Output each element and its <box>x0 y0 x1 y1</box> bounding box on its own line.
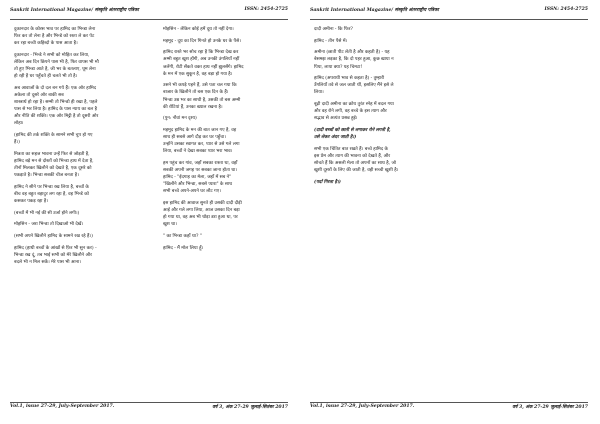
paragraph: हामिद ने सीने पर भिन्डा रख लिया है, बच्चों के बीच वह बहुत बहादुर लग रहा है, वह भिन्डे को कसकर पकड़ रहा है। <box>14 184 89 204</box>
paragraph: " का भिन्डा कहाँ था? " <box>163 234 202 239</box>
paragraph: (सभी अपने खिलौने हामिद के सामने रख रहे हैं।) <box>14 234 93 239</box>
paragraph: सभी एक चिंतित बात रखते हैं। बच्चे हामिद के इस प्रेम और त्याग की भावना को देखते हैं, और सोचते हैं कि असली मेला तो अपनों का साथ है, जो खुशी दूसरों के लिए की जाती है, वही सच्ची खुशी है। <box>314 146 399 174</box>
right-page <box>300 0 600 424</box>
volume-info-hindi: वर्ष 3, अंक 27-29 जुलाई-सितंबर 2017 <box>212 405 288 410</box>
paragraph: अब आवाजों के दो दल बन गये हैं। एक ओर हामिद अकेला तो दूसरे ओर बाकी सब शास्त्रार्थ हो रहा है। सम्मी तो भिन्डो ही रखा है, पहले पास से भर लिया है। हामिद के पास न्याय का बल है और नीति की शक्ति। एक ओर मिट्टी है तो दूसरी ओर लोहा। <box>14 85 99 127</box>
page-header <box>10 7 288 20</box>
paragraph: हामिद (हाथी बच्चों के आंखों से फ़िर भी सुन कर) - भिन्डा रख दूं, तब भाई सभी को मेरे खिलौने और बदले भी न मिल सकें। मेरे पास भी आना। <box>14 245 97 265</box>
paragraph: (हामिद की तर्क शक्ति के सामने सभी चुप हो गए हैं।) <box>14 133 93 146</box>
text-column-right-empty <box>463 26 581 396</box>
paragraph: हामिद रास्ते भर सोच रहा है कि भिन्डा देख कर अम्मी बहुत खुश होंगी, अब उनकी उंगलियाँ नहीं जलेंगी, रोटी सेंकते वक्त हाथ नहीं झुलसेंगे। हामिद के मन में एक सुकून है, वह बड़ा हो गया है। <box>163 50 244 77</box>
paragraph: दुकानदार - भिन्डे ने सभी को मोहित कर लिया, लेकिन अब दिन छिपने पास भी है, फिर वापस भी मौ तो हुए भिन्डा आते है, जी भर के बतलाए, घूम लेना हो रही है घर पहुँचते ही चलते भी तो है। <box>14 52 99 80</box>
paragraph: उसने भी कपड़े पहने हैं, उसे पता चल गया कि बाजार के खिलौने तो बस एक दिन के हैं। भिन्डा उम्र भर का साथी है, उसकी तो बस अम्मी की रोटियां हैं, उनका ख्याल रखना है। <box>163 83 241 110</box>
page-header <box>310 7 588 20</box>
paragraph: मोहसिन - जरा भिन्डा तो दिखाओ भी देखें। <box>14 222 84 228</box>
page-footer <box>310 402 588 414</box>
stage-direction: (दादी बच्चों को छाती से लगाकर रोने लगती है, उसे लेकर अंदर जाती है।) <box>314 128 391 141</box>
paragraph: अमीना (छाती पीट लेती है और कहती है) - यह बेसमझ लड़का है, कि दो पहर हुआ, कुछ खाया न पिया, लाया क्या? यह चिमटा! <box>314 50 394 70</box>
text-column-left <box>14 26 132 396</box>
text-column-right <box>163 26 281 396</box>
paragraph: (पुन: नौवां मन दृश्य) <box>163 116 197 122</box>
text-column-left <box>314 26 432 396</box>
volume-info: Vol.1, issue 27-29, July-September 2017. <box>310 404 415 409</box>
paragraph: इस हामिद की आवाज सुनते ही उसकी दादी दौड़ी आई और गले लगा लिया, आज उसका दिन बड़ा हो गया था, वह अब भी थोड़ा डरा हुआ था, पर खुश था। <box>163 201 242 228</box>
paragraph: दुकानदार के कोरस भाव पर हामिद का भिन्डा लेना फिर कर तो लेना है और भिन्डे को रस्ता ले कर पेट कर रहा बच्ची कहिब्दो के पास आता है। <box>14 27 96 47</box>
page-footer <box>10 402 288 414</box>
paragraph: हामिद (अपराधी भाव से कहता है) - तुम्हारी उँगलियाँ तवे से जल जाती थीं, इसलिए मैंने इसे ले लिया। <box>314 76 394 96</box>
magazine-title: Sankrit International Magazine/ संस्कृति अंतरराष्ट्रीय पत्रिका <box>10 8 139 13</box>
paragraph: हम पहुंच कर गांव, जहाँ सबका रास्ता था, वहाँ सबकी अपनी जगह पर सबका जाना होता था। हामिद - "ईदगाह का मेला, जहाँ में सब ने" "खिलौने और भिन्डा, सबसे प्यारा" के साथ सभी बच्चे अपने-अपने घर लौट गए। <box>163 160 238 195</box>
paragraph: मित्रता का सहज भावना उन्हें फिर से जोड़ती है, हामिद बड़े मन से दोस्तों को भिन्डा हाथ में देता है, तीनों मिलकर खिलौने को देखते है, एक दूसरे को पकड़ाते है। भिन्डा सबकी चीज बनता है। <box>14 151 94 179</box>
curtain-falls: (पर्दा गिरता है।) <box>314 179 341 185</box>
paragraph: महमूद हामिद के मन की बात जान गए है, वह साथ ही सबसे आगे दौड़ कर घर पहुँचा। उन्होंने उसका स्वागत कर, प्यार से उसे गले लगा लिया, बच्चों ने देखा सबका प्यार भरा भाव। <box>163 128 240 155</box>
paragraph: हामिद - तीन पैसे में। <box>314 38 348 44</box>
volume-info-hindi: वर्ष 3, अंक 27-29 जुलाई-सितंबर 2017 <box>512 405 588 410</box>
magazine-title: Sankrit International Magazine/ संस्कृति अंतरराष्ट्रीय पत्रिका <box>310 8 439 13</box>
paragraph: (बच्चों में भी नई की सी उर्जा होने लगी।) <box>14 210 80 216</box>
issn: ISSN: 2454-2725 <box>244 7 288 12</box>
paragraph: हामिद - मैं मोल लिया हूँ। <box>163 245 204 251</box>
issn: ISSN: 2454-2725 <box>544 7 588 12</box>
volume-info: Vol.1, issue 27-29, July-September 2017. <box>10 404 115 409</box>
paragraph: महमूद - दूध का दिन गिनते हो उनके घर के पैसे। <box>163 38 241 44</box>
paragraph: दादी अमीना - कि फिर? <box>314 27 353 32</box>
paragraph: बूढ़ी दादी अमीना का क्रोध तुरंत स्नेह में बदल गया और वह रोने लगी, वह बच्चे के इस त्याग और सद्भाव से अत्यंत प्रसन्न हुई। <box>314 102 394 122</box>
paragraph: मोहसिन - लेकिन कोई हमें दूध तो नहीं देगा। <box>163 27 234 32</box>
